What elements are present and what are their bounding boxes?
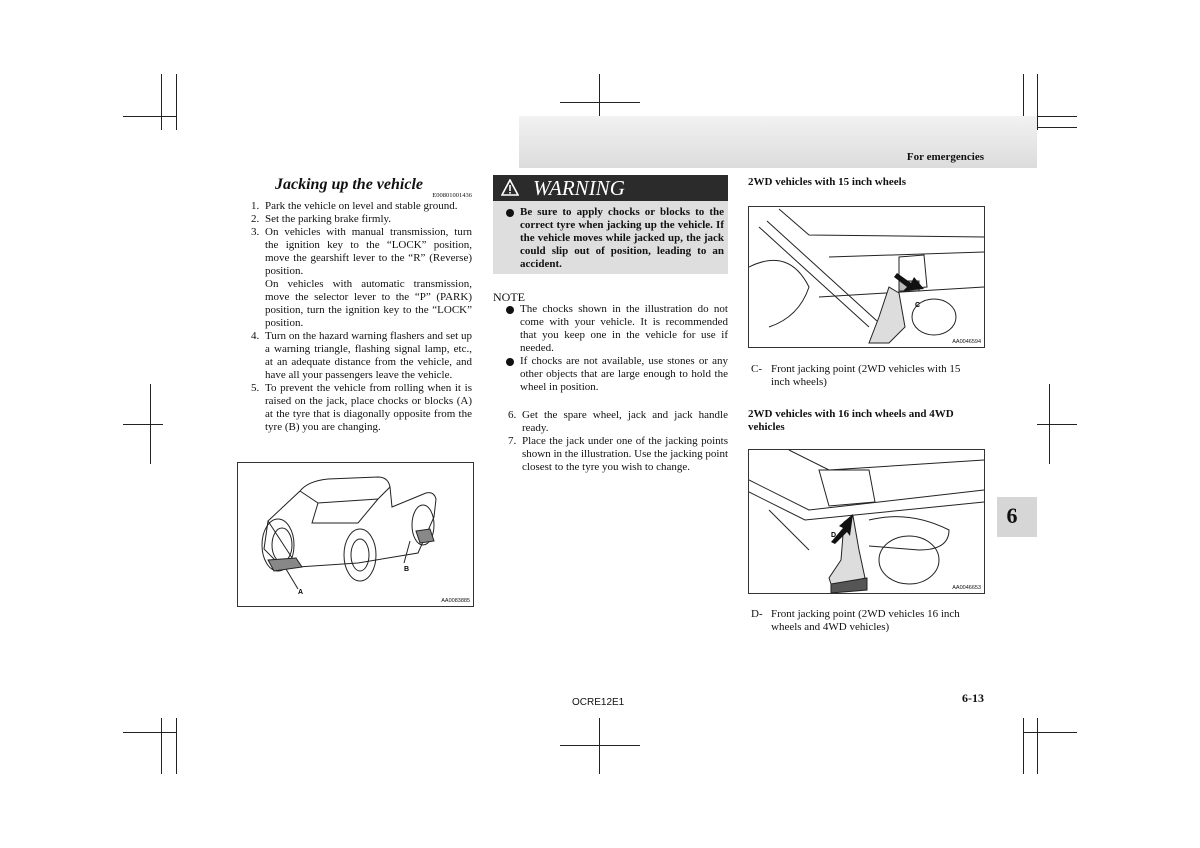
caption-prefix-d: D- bbox=[751, 608, 763, 620]
crop-mark bbox=[1037, 718, 1038, 774]
crop-mark bbox=[1037, 127, 1077, 128]
jacking-label-d: D bbox=[831, 532, 837, 539]
page-number: 6-13 bbox=[962, 691, 984, 705]
list-item bbox=[508, 435, 728, 474]
left-column bbox=[251, 175, 472, 434]
warning-text: Be sure to apply chocks or blocks to the correct tyre when jacking up the vehicle. If the vehicle moves while jacked up, the jack could slip out of position, leading to an accident. bbox=[520, 206, 724, 270]
chock-label-a: A bbox=[298, 589, 304, 596]
crop-mark bbox=[176, 74, 177, 130]
crop-mark bbox=[1023, 718, 1024, 774]
step-number: 6. bbox=[508, 409, 517, 421]
crop-mark bbox=[123, 116, 177, 117]
crop-mark bbox=[1037, 74, 1038, 130]
note-text: If chocks are not available, use stones or any other objects that are large enough to hold the wheel in position. bbox=[520, 355, 728, 393]
crop-mark bbox=[123, 424, 163, 425]
steps-list bbox=[251, 200, 472, 434]
step-number: 1. bbox=[251, 200, 260, 212]
jacking-point-c-drawing bbox=[749, 207, 984, 347]
crop-mark bbox=[560, 745, 640, 746]
step-number: 4. bbox=[251, 330, 260, 342]
footer-code: OCRE12E1 bbox=[572, 697, 625, 708]
list-item bbox=[251, 330, 472, 382]
list-item bbox=[508, 409, 728, 435]
jacking-point-d-drawing bbox=[749, 450, 984, 593]
chapter-number: 6 bbox=[1006, 503, 1018, 528]
step-text: Park the vehicle on level and stable ground. bbox=[265, 200, 458, 212]
list-item bbox=[251, 226, 472, 330]
bullet-icon bbox=[506, 209, 514, 217]
crop-mark bbox=[161, 718, 162, 774]
crop-mark bbox=[560, 102, 640, 103]
steps-list-continued bbox=[508, 409, 728, 474]
crop-mark bbox=[123, 732, 177, 733]
figure-code: AA0083885 bbox=[441, 598, 470, 604]
warning-item bbox=[493, 206, 728, 271]
chapter-tab bbox=[997, 497, 1037, 537]
step-text: To prevent the vehicle from rolling when it is raised on the jack, place chocks or blocks (A) at the tyre that is diagonally opposite from the tyre (B) you are changing. bbox=[265, 382, 472, 433]
figure-code: AA0046653 bbox=[952, 585, 981, 591]
note-text: The chocks shown in the illustration do not come with your vehicle. It is recommended that you keep one in the vehicle for use if needed. bbox=[520, 303, 728, 354]
section-label: For emergencies bbox=[906, 151, 984, 163]
list-item bbox=[251, 382, 472, 434]
document-code: E00801001436 bbox=[432, 192, 472, 199]
bullet-icon bbox=[506, 306, 514, 314]
warning-title: WARNING bbox=[533, 176, 625, 200]
jacking-point-c-illustration bbox=[748, 206, 985, 348]
crop-mark bbox=[1049, 384, 1050, 464]
warning-triangle-icon bbox=[501, 179, 519, 196]
jacking-label-c: C bbox=[915, 302, 921, 309]
crop-mark bbox=[176, 718, 177, 774]
caption-d: Front jacking point (2WD vehicles 16 inch wheels and 4WD vehicles) bbox=[771, 608, 960, 633]
step-text: Set the parking brake firmly. bbox=[265, 213, 392, 225]
caption-c: Front jacking point (2WD vehicles with 15 inch wheels) bbox=[771, 363, 961, 388]
chock-label-b: B bbox=[404, 566, 410, 573]
step-text: On vehicles with manual transmission, turn the ignition key to the “LOCK” position, move the gearshift lever to the “R” (Reverse) position. bbox=[265, 226, 472, 277]
crop-mark bbox=[1037, 424, 1077, 425]
truck-with-chocks-drawing bbox=[238, 463, 473, 606]
step-text-continued: On vehicles with automatic transmission, move the selector lever to the “P” (PARK) position, turn the ignition key to the “LOCK” position. bbox=[265, 278, 472, 329]
jacking-point-d-illustration bbox=[748, 449, 985, 594]
crop-mark bbox=[150, 384, 151, 464]
caption-prefix-c: C- bbox=[751, 363, 762, 375]
step-number: 7. bbox=[508, 435, 517, 447]
heading-2wd-16-4wd: 2WD vehicles with 16 inch wheels and 4WD vehicles bbox=[748, 408, 954, 433]
page-title: Jacking up the vehicle bbox=[275, 176, 423, 193]
list-item bbox=[493, 355, 728, 394]
list-item bbox=[251, 213, 472, 226]
warning-box bbox=[493, 201, 728, 274]
step-text: Get the spare wheel, jack and jack handle ready. bbox=[522, 409, 728, 434]
step-number: 3. bbox=[251, 226, 260, 238]
chock-illustration bbox=[237, 462, 474, 607]
crop-mark bbox=[161, 74, 162, 130]
figure-code: AA0046594 bbox=[952, 339, 981, 345]
heading-2wd-15: 2WD vehicles with 15 inch wheels bbox=[748, 176, 906, 188]
list-item bbox=[493, 303, 728, 355]
bullet-icon bbox=[506, 358, 514, 366]
step-number: 2. bbox=[251, 213, 260, 225]
warning-header bbox=[493, 175, 728, 201]
list-item bbox=[251, 200, 472, 213]
crop-mark bbox=[599, 718, 600, 774]
crop-mark bbox=[1023, 732, 1077, 733]
step-text: Place the jack under one of the jacking points shown in the illustration. Use the jacking point closest to the tyre you wish to change. bbox=[522, 435, 728, 473]
note-title: NOTE bbox=[493, 290, 525, 304]
notes-list bbox=[493, 303, 728, 394]
step-text: Turn on the hazard warning flashers and set up a warning triangle, flashing signal lamp, etc., at an adequate distance from the vehicle, and have all your passengers leave the vehicle. bbox=[265, 330, 472, 381]
step-number: 5. bbox=[251, 382, 260, 394]
